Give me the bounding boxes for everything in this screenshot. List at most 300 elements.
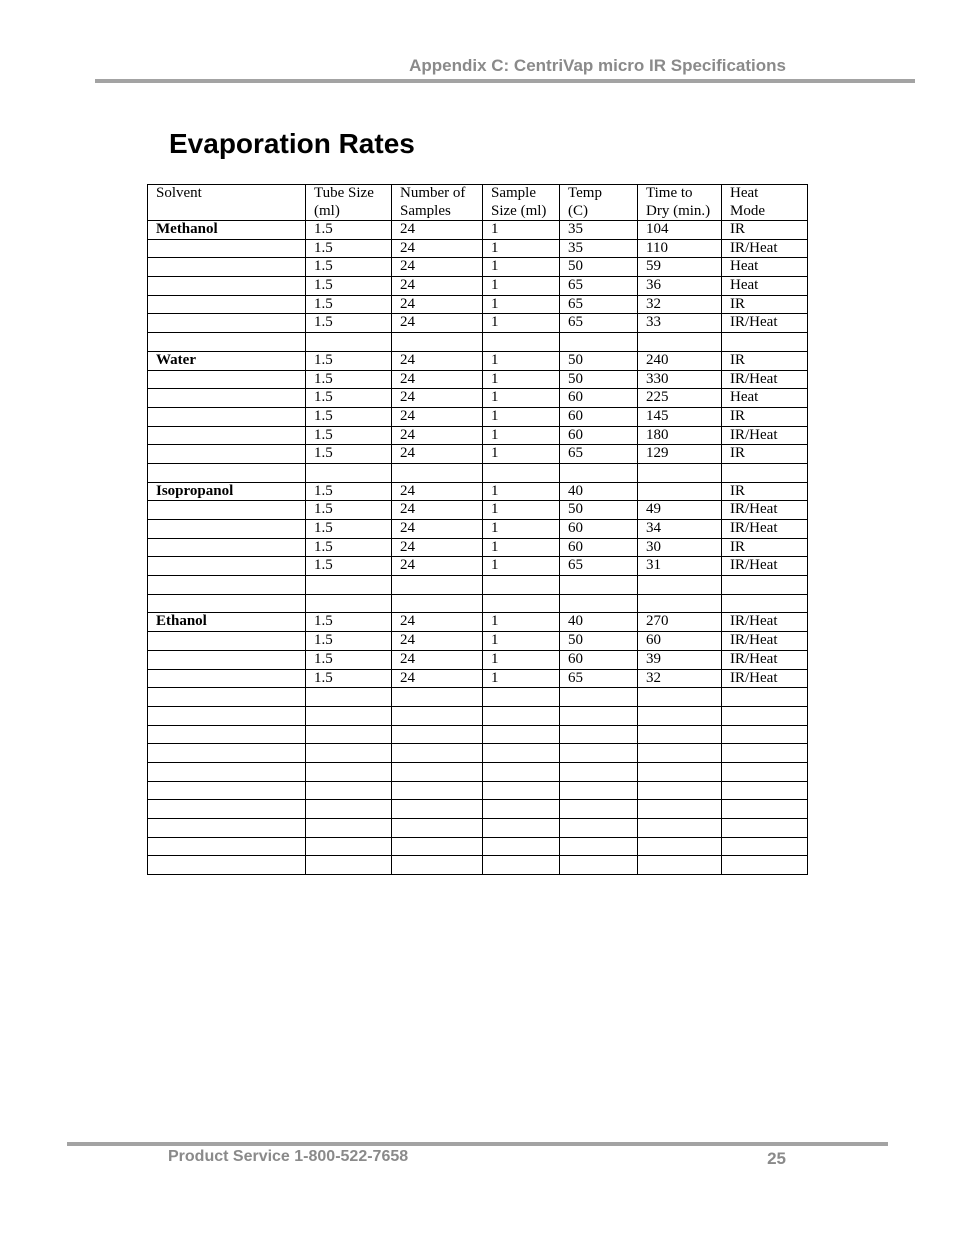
solvent-cell: Isopropanol [148, 482, 306, 501]
table-cell [392, 837, 483, 856]
column-header-line1: Temp [568, 185, 602, 201]
table-body [148, 221, 808, 875]
page-title: Evaporation Rates [169, 128, 415, 159]
table-cell: 1.5 [306, 239, 392, 258]
table-cell [638, 688, 722, 707]
table-cell [638, 762, 722, 781]
table-cell: 24 [392, 370, 483, 389]
table-cell [638, 800, 722, 819]
solvent-cell [148, 557, 306, 576]
table-cell: 1.5 [306, 370, 392, 389]
solvent-cell [148, 819, 306, 838]
table-cell: 24 [392, 258, 483, 277]
table-cell: 32 [638, 295, 722, 314]
table-row [148, 538, 808, 557]
table-cell: 35 [560, 221, 638, 240]
table-cell: 30 [638, 538, 722, 557]
table-cell: 40 [560, 613, 638, 632]
table-cell: 1 [483, 239, 560, 258]
table-cell [483, 688, 560, 707]
table-row [148, 557, 808, 576]
table-cell [392, 744, 483, 763]
table-cell: Heat [722, 277, 808, 296]
table-row [148, 856, 808, 875]
table-cell: IR [722, 445, 808, 464]
solvent-cell [148, 594, 306, 613]
solvent-cell [148, 762, 306, 781]
table-cell: 32 [638, 669, 722, 688]
table-cell [483, 333, 560, 352]
table-cell [722, 688, 808, 707]
table-cell: 1.5 [306, 277, 392, 296]
table-cell [722, 463, 808, 482]
table-cell: Heat [722, 389, 808, 408]
table-cell: 24 [392, 538, 483, 557]
table-cell: 1.5 [306, 426, 392, 445]
table-cell [638, 725, 722, 744]
table-cell [483, 594, 560, 613]
table-cell: 24 [392, 239, 483, 258]
table-cell [306, 594, 392, 613]
table-cell: 1 [483, 221, 560, 240]
table-cell [560, 333, 638, 352]
table-row [148, 725, 808, 744]
table-cell [306, 463, 392, 482]
table-cell: 35 [560, 239, 638, 258]
table-cell [483, 819, 560, 838]
table-cell: 145 [638, 407, 722, 426]
table-cell: 1.5 [306, 445, 392, 464]
table-cell: 24 [392, 351, 483, 370]
table-cell: 24 [392, 445, 483, 464]
table-cell: 50 [560, 258, 638, 277]
table-cell: 34 [638, 520, 722, 539]
table-cell: IR [722, 407, 808, 426]
table-cell [392, 762, 483, 781]
table-row [148, 632, 808, 651]
table-cell: 60 [560, 650, 638, 669]
table-row [148, 370, 808, 389]
table-cell: 24 [392, 407, 483, 426]
table-cell: 65 [560, 295, 638, 314]
table-cell: 24 [392, 426, 483, 445]
table-row [148, 295, 808, 314]
table-row [148, 706, 808, 725]
solvent-cell [148, 538, 306, 557]
table-cell [560, 706, 638, 725]
table-cell: 1 [483, 613, 560, 632]
table-cell [722, 819, 808, 838]
table-cell [722, 725, 808, 744]
table-cell [638, 706, 722, 725]
table-cell: 1 [483, 632, 560, 651]
table-cell: 50 [560, 351, 638, 370]
table-cell [560, 781, 638, 800]
table-cell [483, 781, 560, 800]
table-cell [392, 706, 483, 725]
table-cell: IR/Heat [722, 669, 808, 688]
page-number: 25 [767, 1149, 786, 1168]
solvent-cell: Ethanol [148, 613, 306, 632]
table-row [148, 576, 808, 595]
table-cell: 1 [483, 407, 560, 426]
column-header [638, 185, 722, 221]
table-cell: 60 [560, 389, 638, 408]
table-cell [483, 856, 560, 875]
table-cell [306, 725, 392, 744]
table-row [148, 407, 808, 426]
table-cell: 59 [638, 258, 722, 277]
table-cell: 240 [638, 351, 722, 370]
solvent-cell [148, 314, 306, 333]
solvent-cell [148, 856, 306, 875]
table-row [148, 277, 808, 296]
table-cell [722, 800, 808, 819]
table-cell [560, 800, 638, 819]
table-cell: 1.5 [306, 407, 392, 426]
table-cell [483, 744, 560, 763]
table-cell [560, 762, 638, 781]
solvent-cell [148, 744, 306, 763]
table-row [148, 333, 808, 352]
table-cell [560, 594, 638, 613]
table-cell: 1.5 [306, 351, 392, 370]
table-cell [560, 837, 638, 856]
table-cell: 129 [638, 445, 722, 464]
column-header [148, 185, 306, 221]
table-cell: 24 [392, 482, 483, 501]
column-header [483, 185, 560, 221]
table-cell [392, 333, 483, 352]
table-cell [638, 819, 722, 838]
solvent-cell [148, 389, 306, 408]
table-cell: 24 [392, 613, 483, 632]
table-cell: 65 [560, 314, 638, 333]
table-cell [392, 856, 483, 875]
table-row [148, 314, 808, 333]
table-cell: 1 [483, 669, 560, 688]
table-cell [392, 576, 483, 595]
solvent-cell [148, 407, 306, 426]
table-cell: 1.5 [306, 295, 392, 314]
solvent-cell [148, 426, 306, 445]
solvent-cell [148, 576, 306, 595]
table-cell [722, 333, 808, 352]
solvent-cell [148, 333, 306, 352]
table-row [148, 501, 808, 520]
solvent-cell: Methanol [148, 221, 306, 240]
solvent-cell [148, 669, 306, 688]
solvent-cell [148, 520, 306, 539]
table-cell: 1 [483, 501, 560, 520]
column-header [560, 185, 638, 221]
table-cell: 50 [560, 632, 638, 651]
solvent-cell [148, 258, 306, 277]
solvent-cell: Water [148, 351, 306, 370]
table-cell [560, 576, 638, 595]
table-cell: 24 [392, 389, 483, 408]
table-cell [722, 856, 808, 875]
table-cell: 24 [392, 557, 483, 576]
table-cell: 1.5 [306, 613, 392, 632]
table-cell [483, 762, 560, 781]
table-cell: 60 [638, 632, 722, 651]
table-row [148, 351, 808, 370]
column-header [722, 185, 808, 221]
table-cell: 1 [483, 370, 560, 389]
table-cell [638, 837, 722, 856]
column-header-line2: (C) [568, 202, 588, 219]
table-cell: 24 [392, 314, 483, 333]
table-row [148, 482, 808, 501]
table-cell: 104 [638, 221, 722, 240]
table-cell: 49 [638, 501, 722, 520]
table-cell [306, 744, 392, 763]
table-cell: 24 [392, 295, 483, 314]
column-header-line2: (ml) [314, 202, 340, 219]
table-cell [722, 744, 808, 763]
table-cell [306, 333, 392, 352]
table-cell [392, 819, 483, 838]
table-cell: 65 [560, 277, 638, 296]
table-cell: 1 [483, 389, 560, 408]
table-cell [638, 594, 722, 613]
column-header-line2: Mode [730, 202, 765, 219]
footer-rule [67, 1142, 888, 1146]
solvent-cell [148, 239, 306, 258]
table-cell [392, 688, 483, 707]
solvent-cell [148, 706, 306, 725]
table-cell: IR/Heat [722, 520, 808, 539]
table-cell: 1.5 [306, 538, 392, 557]
table-cell: IR [722, 295, 808, 314]
table-cell [483, 725, 560, 744]
header-rule [95, 79, 915, 83]
table-cell [306, 837, 392, 856]
column-header-line2: Size (ml) [491, 202, 547, 219]
table-cell [560, 688, 638, 707]
table-cell: 50 [560, 501, 638, 520]
table-cell [560, 463, 638, 482]
table-cell: 60 [560, 426, 638, 445]
table-cell: 225 [638, 389, 722, 408]
table-cell: IR [722, 221, 808, 240]
table-cell [483, 800, 560, 819]
table-cell [638, 482, 722, 501]
table-cell: 1 [483, 351, 560, 370]
column-header-line1: Solvent [156, 185, 202, 201]
table-cell: Heat [722, 258, 808, 277]
table-cell: 1 [483, 445, 560, 464]
table-cell [638, 781, 722, 800]
table-cell: 1 [483, 520, 560, 539]
table-cell: IR/Heat [722, 239, 808, 258]
table-row [148, 669, 808, 688]
table-cell: IR/Heat [722, 426, 808, 445]
table-cell: 36 [638, 277, 722, 296]
table-cell [392, 800, 483, 819]
table-cell: 1.5 [306, 632, 392, 651]
table-row [148, 463, 808, 482]
column-header-line1: Number of [400, 185, 466, 201]
table-cell: IR [722, 351, 808, 370]
evaporation-rates-table [147, 184, 808, 875]
table-cell: IR/Heat [722, 501, 808, 520]
table-cell: IR/Heat [722, 632, 808, 651]
table-cell: 1 [483, 650, 560, 669]
solvent-cell [148, 632, 306, 651]
table-cell: IR [722, 538, 808, 557]
solvent-cell [148, 781, 306, 800]
table-cell [483, 463, 560, 482]
table-cell: 1.5 [306, 520, 392, 539]
table-cell [638, 744, 722, 763]
table-row [148, 594, 808, 613]
column-header-line2: Dry (min.) [646, 202, 711, 219]
table-cell: 1.5 [306, 258, 392, 277]
table-cell: IR [722, 482, 808, 501]
table-cell: 40 [560, 482, 638, 501]
table-cell [306, 576, 392, 595]
table-cell: 24 [392, 650, 483, 669]
table-cell [392, 594, 483, 613]
solvent-cell [148, 445, 306, 464]
table-cell: 1.5 [306, 314, 392, 333]
table-cell: 65 [560, 669, 638, 688]
table-cell: 24 [392, 277, 483, 296]
table-cell [306, 856, 392, 875]
table-cell: 180 [638, 426, 722, 445]
table-cell [306, 706, 392, 725]
table-cell: 24 [392, 501, 483, 520]
table-cell [638, 463, 722, 482]
table-cell [560, 856, 638, 875]
table-row [148, 445, 808, 464]
table-cell: 33 [638, 314, 722, 333]
solvent-cell [148, 837, 306, 856]
table-row [148, 819, 808, 838]
table-cell: IR/Heat [722, 314, 808, 333]
table-row [148, 781, 808, 800]
table-cell [560, 744, 638, 763]
column-header [392, 185, 483, 221]
table-cell: 24 [392, 520, 483, 539]
table-cell: 1.5 [306, 501, 392, 520]
table-cell: 1 [483, 295, 560, 314]
table-cell: 60 [560, 520, 638, 539]
table-cell: 24 [392, 221, 483, 240]
table-cell [483, 837, 560, 856]
table-cell [638, 856, 722, 875]
page-header-title: Appendix C: CentriVap micro IR Specifications [409, 56, 786, 75]
column-header-line1: Time to [646, 185, 693, 201]
table-cell: 1 [483, 314, 560, 333]
table-cell [392, 781, 483, 800]
table-header-row [148, 185, 808, 221]
table-row [148, 389, 808, 408]
table-cell: 1 [483, 258, 560, 277]
table-cell [722, 837, 808, 856]
column-header-line1: Tube Size [314, 185, 374, 201]
table-row [148, 221, 808, 240]
table-cell: 1 [483, 538, 560, 557]
column-header [306, 185, 392, 221]
table-row [148, 688, 808, 707]
solvent-cell [148, 370, 306, 389]
table-row [148, 762, 808, 781]
solvent-cell [148, 800, 306, 819]
solvent-cell [148, 295, 306, 314]
table-cell: 1.5 [306, 221, 392, 240]
table-cell: 330 [638, 370, 722, 389]
table-cell [722, 576, 808, 595]
table-row [148, 239, 808, 258]
table-cell: 1.5 [306, 557, 392, 576]
column-header-line1: Sample [491, 185, 536, 201]
table-cell [722, 594, 808, 613]
table-cell: 1.5 [306, 650, 392, 669]
table-cell [483, 576, 560, 595]
column-header-line2: Samples [400, 202, 451, 219]
table-cell: 65 [560, 445, 638, 464]
table-cell [638, 576, 722, 595]
table-cell [483, 706, 560, 725]
table-cell: 1 [483, 426, 560, 445]
table-row [148, 837, 808, 856]
table-cell [722, 706, 808, 725]
table-cell: 1.5 [306, 482, 392, 501]
table-cell [306, 819, 392, 838]
table-cell [306, 781, 392, 800]
table-cell [722, 781, 808, 800]
table-row [148, 520, 808, 539]
table-cell: 65 [560, 557, 638, 576]
table-cell: IR/Heat [722, 650, 808, 669]
table-cell: 1 [483, 277, 560, 296]
table-row [148, 426, 808, 445]
solvent-cell [148, 688, 306, 707]
table-cell: 1 [483, 482, 560, 501]
solvent-cell [148, 463, 306, 482]
table-row [148, 650, 808, 669]
table-cell: 1.5 [306, 669, 392, 688]
solvent-cell [148, 725, 306, 744]
table-cell: 24 [392, 669, 483, 688]
table-cell: IR/Heat [722, 557, 808, 576]
table-cell [392, 725, 483, 744]
table-cell [722, 762, 808, 781]
table-cell: 31 [638, 557, 722, 576]
table-cell [560, 725, 638, 744]
table-cell: 60 [560, 407, 638, 426]
product-service-phone: Product Service 1-800-522-7658 [168, 1148, 409, 1165]
table-row [148, 800, 808, 819]
solvent-cell [148, 277, 306, 296]
table-cell: IR/Heat [722, 613, 808, 632]
table-cell: 110 [638, 239, 722, 258]
table-cell: 50 [560, 370, 638, 389]
table-cell: 1 [483, 557, 560, 576]
table-cell [306, 762, 392, 781]
table-cell [560, 819, 638, 838]
table-cell: 39 [638, 650, 722, 669]
table-cell: 270 [638, 613, 722, 632]
table-cell [638, 333, 722, 352]
table-cell [306, 688, 392, 707]
table-cell: IR/Heat [722, 370, 808, 389]
solvent-cell [148, 650, 306, 669]
table-row [148, 744, 808, 763]
